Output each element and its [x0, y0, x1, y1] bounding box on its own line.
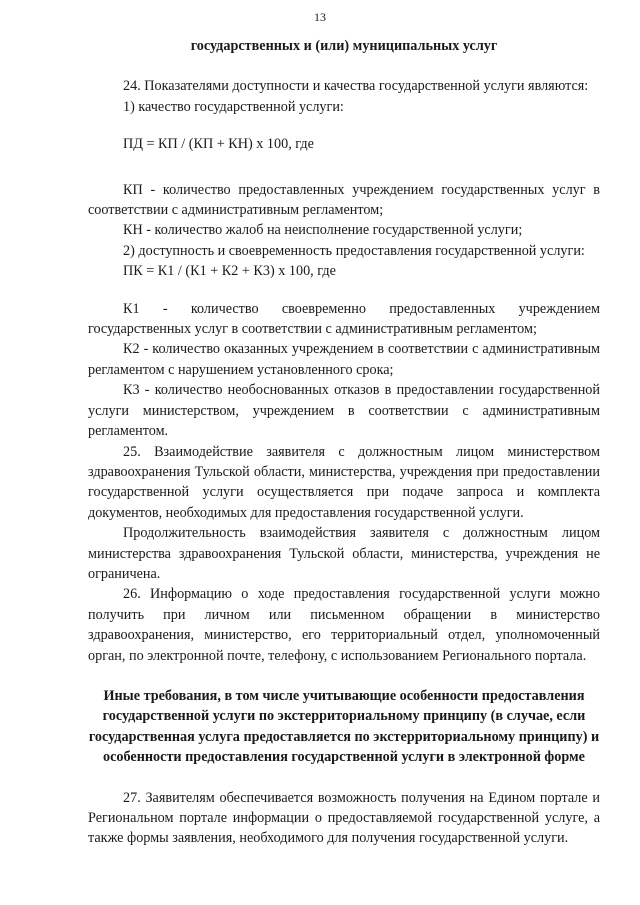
definition-kn: КН - количество жалоб на неисполнение государственной услуги; — [123, 222, 523, 239]
formula-pd: ПД = КП / (КП + КН) х 100, где — [123, 136, 314, 153]
definition-kp: КП - количество предоставленных учреждением государственных услуг в соответствии с административным регламентом; — [88, 181, 600, 219]
definition-k1: К1 - количество своевременно предоставленных учреждением государственных услуг в соответствии с административным регламентом; — [88, 300, 600, 338]
section-title-services: государственных и (или) муниципальных услуг — [190, 38, 498, 54]
paragraph-24: 24. Показателями доступности и качества государственной услуги являются: — [123, 78, 589, 95]
section-title-other-requirements: Иные требования, в том числе учитывающие особенности предоставления государственной услуги по экстерриториальному принципу (в случае, если государственная услуга предоставляется по экстерриториальному принципу) и особенности предоставления государственной услуги в электронной форме — [88, 687, 600, 766]
formula-pk: ПК = К1 / (К1 + К2 + К3) х 100, где — [123, 263, 336, 280]
item-2-accessibility: 2) доступность и своевременность предоставления государственной услуги: — [123, 242, 585, 259]
paragraph-25-duration: Продолжительность взаимодействия заявителя с должностным лицом министерства здравоохранения Тульской области, министерства, учреждения не ограничена. — [88, 525, 600, 582]
paragraph-27: 27. Заявителям обеспечивается возможность получения на Едином портале и Региональном портале информации о предоставляемой государственной услуге, а также формы заявления, необходимого для получения государственной услуги. — [88, 789, 600, 847]
document-body — [88, 36, 600, 849]
page-number: 13 — [314, 10, 326, 24]
definition-k2: К2 - количество оказанных учреждением в соответствии с административным регламентом с нарушением установленного срока; — [88, 341, 600, 378]
item-1-quality: 1) качество государственной услуги: — [123, 98, 344, 115]
paragraph-25: 25. Взаимодействие заявителя с должностным лицом министерством здравоохранения Тульской области, министерства, учреждения при предоставлении государственной услуги осуществляется при подаче запроса и комплекта документов, необходимых для предоставления государственной услуги. — [88, 443, 600, 521]
paragraph-26: 26. Информацию о ходе предоставления государственной услуги можно получить при личном или письменном обращении в министерство здравоохранения, министерство, его территориальный отдел, уполномоченный орган, по электронной почте, телефону, с использованием Регионального портала. — [88, 586, 600, 664]
definition-k3: К3 - количество необоснованных отказов в предоставлении государственной услуги министерством, учреждением в соответствии с административным регламентом. — [88, 382, 600, 440]
